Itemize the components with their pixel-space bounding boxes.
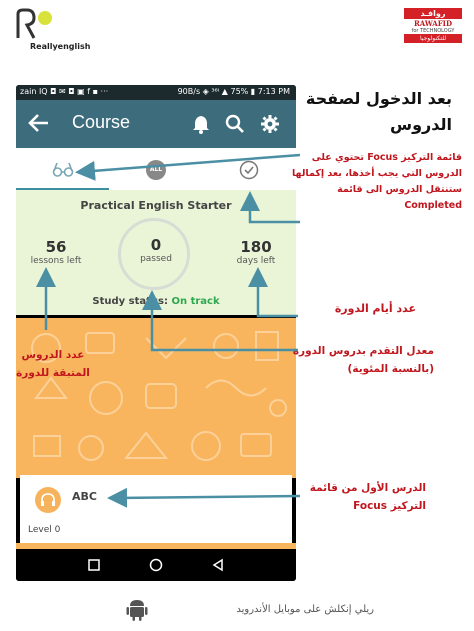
annotation-focus-list: قائمة التركيز Focus تحتوي على الدروس التي يجب أخذها، بعد إكمالها ستنتقل الدروس الى قائمة Completed [291,152,462,211]
app-bar [16,100,296,148]
days-left-stat [222,238,290,266]
bell-icon[interactable] [190,113,212,135]
lesson-level: Level 0 [28,525,61,535]
annotation-days: عدد أيام الدورة [334,302,416,315]
annotation-progress: معدل التقدم بدروس الدورة (بالنسبة المئوية) [292,345,434,375]
back-arrow-icon[interactable] [26,110,52,136]
study-status-label: Study status: [92,296,168,307]
reallyenglish-logo [14,8,91,54]
back-nav-icon[interactable] [210,557,226,573]
passed-value: 0 [150,236,162,254]
rawafid-logo [404,8,462,48]
rawafid-name: RAWAFID [413,19,453,28]
days-left-value: 180 [240,238,272,256]
annotation-first-lesson: الدرس الأول من قائمة التركيز Focus [309,482,426,512]
annotation-title: بعد الدخول لصفحة الدروس [305,89,452,134]
tab-bar [16,148,296,190]
days-left-label: days left [236,256,276,266]
passed-stat [121,236,191,264]
search-icon[interactable] [224,113,246,135]
lessons-left-value: 56 [45,238,67,256]
recents-icon[interactable] [86,557,102,573]
glasses-icon [52,160,74,178]
all-badge: ALL [146,160,166,180]
rawafid-sub: for TECHNOLOGY [411,28,455,34]
course-summary [16,190,296,315]
lessons-left-label: lessons left [30,256,82,266]
rawafid-bottom: للتكنولوجيا [404,34,462,43]
android-icon [126,598,148,622]
phone-screen [16,85,296,581]
lesson-name: ABC [72,490,97,503]
android-nav-bar [16,549,296,581]
study-status [16,296,296,307]
status-bar-left: zain IQ ◘ ✉ ◘ ▣ f ▪ ··· [20,87,109,96]
reallyenglish-brand-text: Reallyenglish [30,42,91,51]
course-title: Practical English Starter [80,199,232,212]
tab-all[interactable] [109,148,202,190]
home-icon[interactable] [148,557,164,573]
rawafid-top: روافـد [404,8,462,19]
lessons-left-stat [24,238,88,266]
first-lesson-card[interactable] [20,475,292,543]
course-hero-image [16,318,296,478]
study-status-value: On track [171,296,220,307]
page-title: Course [72,112,131,132]
passed-label: passed [140,254,172,264]
gear-icon[interactable] [259,113,281,135]
headphones-icon [35,487,61,513]
annotation-lessons-left: عدد الدروس المتبقة للدورة [16,349,90,379]
tab-focus[interactable] [16,148,109,190]
status-bar-right: 90B/s ◈ ³⁶ᴵ ▲ 75% ▮ 7:13 PM [177,87,290,96]
lesson-avatar [35,487,61,513]
tab-completed[interactable] [203,148,296,190]
status-bar [16,85,296,100]
footer-text: ريلي إنكلش على موبايل الأندرويد [236,604,374,615]
check-circle-icon [239,160,259,180]
hero-pattern [16,318,296,478]
reallyenglish-mark-icon [14,8,54,42]
